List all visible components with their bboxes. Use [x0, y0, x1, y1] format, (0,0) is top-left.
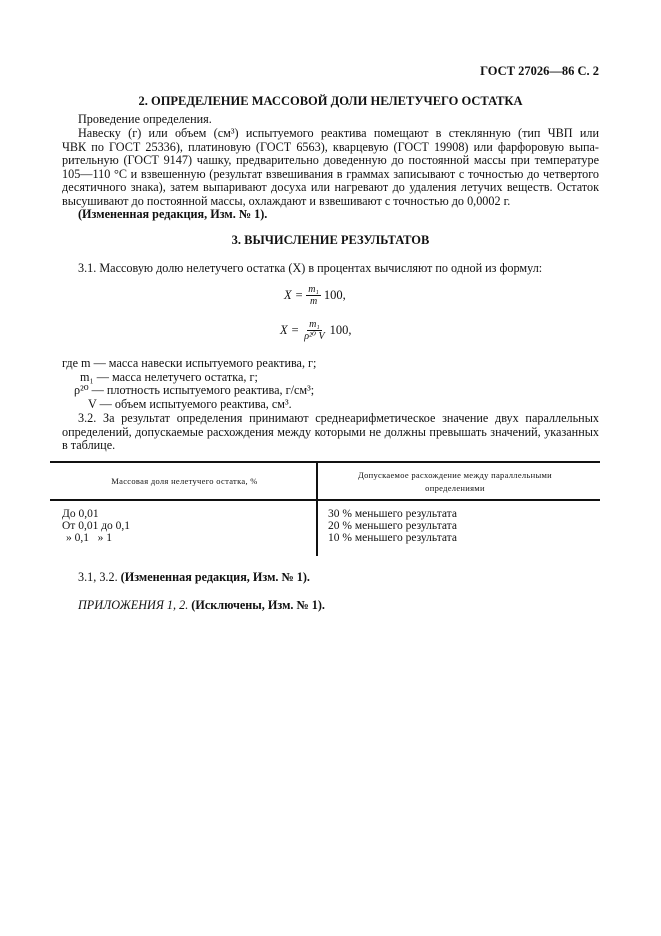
table-cell: 20 % меньшего результата: [328, 520, 457, 532]
table-cell: До 0,01: [62, 508, 99, 520]
table-top-border: [50, 461, 600, 463]
paragraph-line: Проведение определения.: [78, 112, 212, 126]
formula-2: [280, 319, 352, 342]
paragraph-line: ЧВК по ГОСТ 25336), платиновую (ГОСТ 6563), кварцевую (ГОСТ 19908) или фарфоровую выпа-: [62, 140, 599, 154]
denominator: m: [309, 296, 318, 307]
paragraph-line: высушивают до постоянной массы, охлаждают и взвешивают с точностью до 0,0002 г.: [62, 194, 511, 208]
formula-lhs: X =: [280, 323, 300, 337]
appendix-note: [78, 598, 599, 612]
section-3-title: 3. ВЫЧИСЛЕНИЕ РЕЗУЛЬТАТОВ: [231, 233, 430, 247]
fraction: [302, 319, 326, 342]
table-cell: 10 % меньшего результата: [328, 532, 457, 544]
table-header-discrepancy: Допускаемое расхождение между параллельными определениями: [357, 470, 552, 493]
page-header: ГОСТ 27026—86 С. 2: [480, 64, 599, 78]
appendix-ref: ПРИЛОЖЕНИЯ 1, 2.: [78, 598, 189, 612]
appendix-status: (Исключены, Изм. № 1).: [191, 598, 325, 612]
paragraph-line: десятичного знака), затем выпаривают досуха или нагревают до удаления летучих веществ. Остаток: [62, 180, 599, 194]
formula-rhs: 100,: [323, 288, 346, 302]
amendment-ref: 3.1, 3.2.: [78, 570, 118, 584]
amendment-note: (Измененная редакция, Изм. № 1).: [120, 570, 310, 584]
paragraph-line: рительную (ГОСТ 9147) чашку, предварительно доведенную до постоянной массы при температуре: [62, 153, 599, 167]
table-header-border: [50, 499, 600, 501]
where-line: где m — масса навески испытуемого реактива, г;: [62, 356, 317, 370]
paragraph-3-1: 3.1. Массовую долю нелетучего остатка (X) в процентах вычисляют по одной из формул:: [78, 261, 543, 275]
fraction: [306, 284, 321, 307]
numerator: m₁: [309, 319, 320, 330]
amendment-3-1-3-2: [78, 570, 599, 584]
where-line: m₁ — масса нелетучего остатка, г;: [80, 370, 258, 384]
section-2-title: 2. ОПРЕДЕЛЕНИЕ МАССОВОЙ ДОЛИ НЕЛЕТУЧЕГО ОСТАТКА: [138, 94, 523, 108]
paragraph-3-2: определений, допускаемые расхождения между которыми не должны превышать значений, указанных: [62, 425, 599, 439]
table-cell: » 0,1 » 1: [66, 532, 112, 544]
paragraph-line: 105—110 °С и взвешенную (результат взвешивания в граммах записывают с точностью до четвертого: [62, 167, 599, 181]
paragraph-line: Навеску (г) или объем (см³) испытуемого реактива помещают в стеклянную (тип ЧВП или: [78, 126, 599, 140]
denominator: ρ²⁰ V: [304, 331, 325, 342]
formula-rhs: 100,: [329, 323, 352, 337]
paragraph-3-2: 3.2. За результат определения принимают среднеарифметическое значение двух параллельных: [78, 411, 599, 425]
table-column-divider: [316, 461, 318, 556]
formula-1: [284, 284, 346, 307]
numerator: m₁: [308, 284, 319, 295]
table-cell: 30 % меньшего результата: [328, 508, 457, 520]
where-line: ρ²⁰ — плотность испытуемого реактива, г/см³;: [74, 383, 315, 397]
table-cell: От 0,01 до 0,1: [62, 520, 131, 532]
where-line: V — объем испытуемого реактива, см³.: [88, 397, 292, 411]
amendment-note: (Измененная редакция, Изм. № 1).: [78, 207, 268, 221]
formula-lhs: X =: [284, 288, 304, 302]
paragraph-3-2: в таблице.: [62, 438, 116, 452]
table-header-mass-fraction: Массовая доля нелетучего остатка, %: [111, 476, 258, 486]
